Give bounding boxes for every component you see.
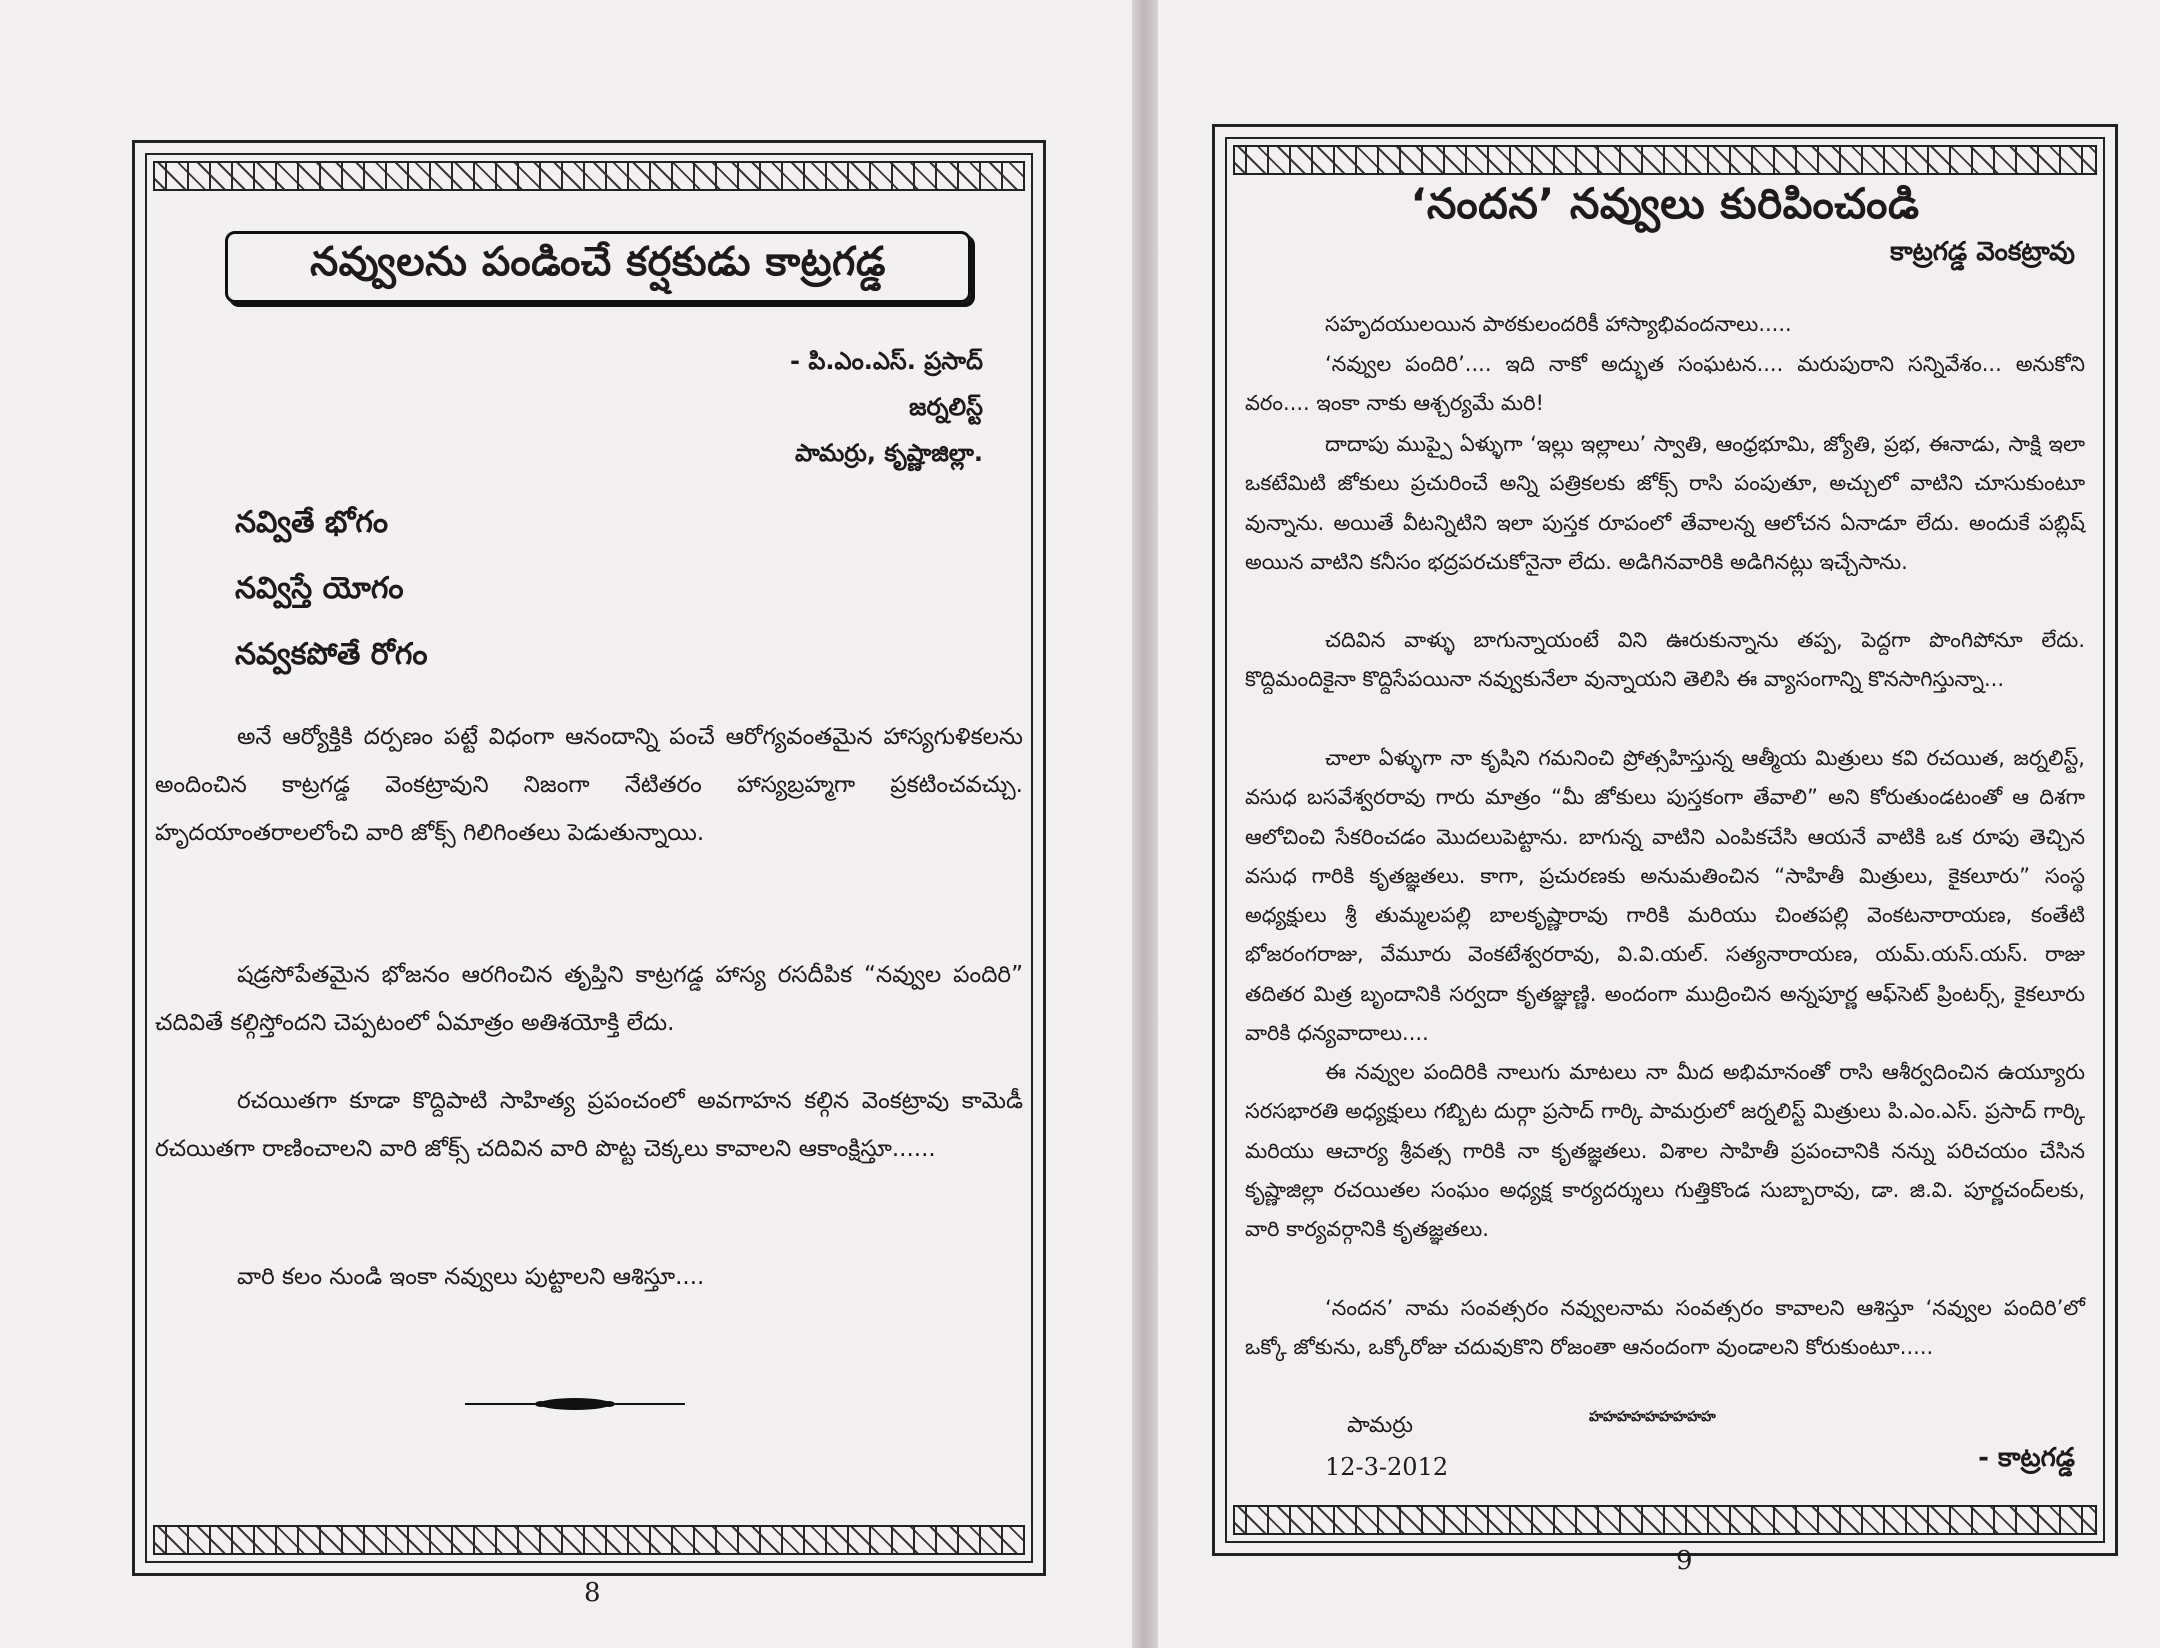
divider-ornament <box>465 1397 685 1411</box>
right-paragraph-3: దాదాపు ముప్పై ఏళ్ళుగా ‘ఇల్లు ఇల్లాలు’ స్వాతి, ఆంధ్రభూమి, జ్యోతి, ప్రభ, ఈనాడు, సాక్షి ఇలా ఒకటేమిటి జోకులు ప్రచురించే అన్ని పత్రికలకు జోక్స్ రాసి పంపుతూ, అచ్చులో వాటిని చూసుకుంటూ వున్నాను. అయితే వీటన్నిటిని ఇలా పుస్తక రూపంలో తేవాలన్న ఆలోచన ఏనాడూ లేదు. అందుకే పబ్లిష్ అయిన వాటిని కనీసం భద్రపరచుకోనైనా లేదు. అడిగినవారికి అడిగినట్లు ఇచ్చేసాను. <box>1245 432 2085 574</box>
left-page-frame <box>132 140 1046 1576</box>
poem-line-3: నవ్వకపోతే రోగం <box>235 637 428 672</box>
poem-line-1: నవ్వితే భోగం <box>235 505 389 540</box>
signature: - కాట్రగడ్డ <box>1978 1443 2075 1473</box>
left-paragraph-4: వారి కలం నుండి ఇంకా నవ్వులు పుట్టాలని ఆశిస్తూ.... <box>237 1264 705 1290</box>
left-paragraph-3: రచయితగా కూడా కొద్దిపాటి సాహిత్య ప్రపంచంలో అవగాహన కల్గిన వెంకట్రావు కామెడీ రచయితగా రాణించాలని వారి జోక్స్ చదివిన వారి పొట్ట చెక్కలు కావాలని ఆకాంక్షిస్తూ...... <box>155 1088 1023 1162</box>
right-page-author: కాట్రగడ్డ వెంకట్రావు <box>1890 237 2075 267</box>
sign-date: 12-3-2012 <box>1325 1453 1449 1481</box>
right-top-decorative-border <box>1233 145 2097 175</box>
right-paragraph-7: ‘నందన’ నామ సంవత్సరం నవ్వులనామ సంవత్సరం కావాలని ఆశిస్తూ ‘నవ్వుల పందిరి’లో ఒక్కో జోకును, ఒక్కోరోజు చదువుకొని రోజంతా ఆనందంగా వుండాలని కోరుకుంటూ..... <box>1245 1296 2085 1360</box>
right-page-title: ‘నందన’ నవ్వులు కురిపించండి <box>1410 179 1920 228</box>
right-page-frame <box>1212 124 2118 1556</box>
ornament-text: హహహహహహహహహ <box>1589 1409 1716 1425</box>
byline-role: జర్నలిస్ట్ <box>908 393 983 421</box>
right-paragraph-4: చదివిన వాళ్ళు బాగున్నాయంటే విని ఊరుకున్నాను తప్ప, పెద్దగా పొంగిపోనూ లేదు. కొద్దిమందికైనా కొద్దిసేపయినా నవ్వుకునేలా వున్నాయని తెలిసి ఈ వ్యాసంగాన్ని కొనసాగిస్తున్నా... <box>1245 628 2085 692</box>
right-paragraph-5: చాలా ఏళ్ళుగా నా కృషిని గమనించి ప్రోత్సహిస్తున్న ఆత్మీయ మిత్రులు కవి రచయిత, జర్నలిస్ట్, వసుధ బసవేశ్వరరావు గారు మాత్రం “మీ జోకులు పుస్తకంగా తేవాలి” అని కోరుతుండటంతో ఆ దిశగా ఆలోచించి సేకరించడం మొదలుపెట్టాను. బాగున్న వాటిని ఎంపికచేసి ఆయనే వాటికి ఒక రూపు తెచ్చిన వసుధ గారికి కృతజ్ఞతలు. కాగా, ప్రచురణకు అనుమతించిన “సాహితీ మిత్రులు, కైకలూరు” సంస్థ అధ్యక్షులు శ్రీ తుమ్మలపల్లి బాలకృష్ణారావు గారికి మరియు చింతపల్లి వెంకటనారాయణ, కంతేటి భోజరంగరాజు, వేమూరు వెంకటేశ్వరరావు, వి.వి.యల్. సత్యనారాయణ, యమ్.యస్.యస్. రాజు తదితర మిత్ర బృందానికి సర్వదా కృతజ్ఞుణ్ణి. అందంగా ముద్రించిన అన్నపూర్ణ ఆఫ్‌సెట్ ప్రింటర్స్, కైకలూరు వారికి ధన్యవాదాలు.... <box>1245 746 2085 1046</box>
left-page-title: నవ్వులను పండించే కర్షకుడు కాట్రగడ్డ <box>310 239 886 285</box>
right-paragraph-6: ఈ నవ్వుల పందిరికి నాలుగు మాటలు నా మీద అభిమానంతో రాసి ఆశీర్వదించిన ఉయ్యూరు సరసభారతి అధ్యక్షులు గబ్బిట దుర్గా ప్రసాద్ గార్కి పామర్రులో జర్నలిస్ట్ మిత్రులు పి.ఎం.ఎస్. ప్రసాద్ గార్కి మరియు ఆచార్య శ్రీవత్స గారికి నా కృతజ్ఞతలు. విశాల సాహితీ ప్రపంచానికి నన్ను పరిచయం చేసిన కృష్ణాజిల్లా రచయితల సంఘం అధ్యక్ష కార్యదర్శులు గుత్తికొండ సుబ్బారావు, డా. జి.వి. పూర్ణచంద్‌లకు, వారి కార్యవర్గానికి కృతజ్ఞతలు. <box>1245 1060 2085 1242</box>
right-paragraph-1: సహృదయులయిన పాఠకులందరికీ హాస్యాభివందనాలు..... <box>1325 312 1792 336</box>
page-number-left: 8 <box>584 1578 601 1608</box>
byline-place: పామర్రు, కృష్ణాజిల్లా. <box>794 439 983 467</box>
poem-line-2: నవ్విస్తే యోగం <box>235 571 404 606</box>
right-paragraph-2: ‘నవ్వుల పందిరి’.... ఇది నాకో అద్భుత సంఘటన.... మరుపురాని సన్నివేశం... అనుకోని వరం.... ఇంకా నాకు ఆశ్చర్యమే మరి! <box>1245 352 2085 416</box>
byline-name: - పి.ఎం.ఎస్. ప్రసాద్ <box>790 347 983 375</box>
page-number-right: 9 <box>1676 1546 1693 1576</box>
book-spine <box>1132 0 1158 1648</box>
sign-place: పామర్రు <box>1347 1413 1413 1438</box>
right-bottom-decorative-border <box>1233 1505 2097 1535</box>
left-top-decorative-border <box>153 161 1025 191</box>
left-paragraph-1: అనే ఆర్యోక్తికి దర్పణం పట్టే విధంగా ఆనందాన్ని పంచే ఆరోగ్యవంతమైన హాస్యగుళికలను అందించిన కాట్రగడ్డ వెంకట్రావుని నిజంగా నేటితరం హాస్యబ్రహ్మగా ప్రకటించవచ్చు. హృదయాంతరాలలోంచి వారి జోక్స్ గిలిగింతలు పెడుతున్నాయి. <box>155 724 1023 846</box>
left-title-box <box>225 231 971 303</box>
left-bottom-decorative-border <box>153 1525 1025 1555</box>
left-paragraph-2: షడ్రసోపేతమైన భోజనం ఆరగించిన తృప్తిని కాట్రగడ్డ హాస్య రసదీపిక “నవ్వుల పందిరి” చదివితే కల్గిస్తోందని చెప్పటంలో ఏమాత్రం అతిశయోక్తి లేదు. <box>155 962 1023 1036</box>
